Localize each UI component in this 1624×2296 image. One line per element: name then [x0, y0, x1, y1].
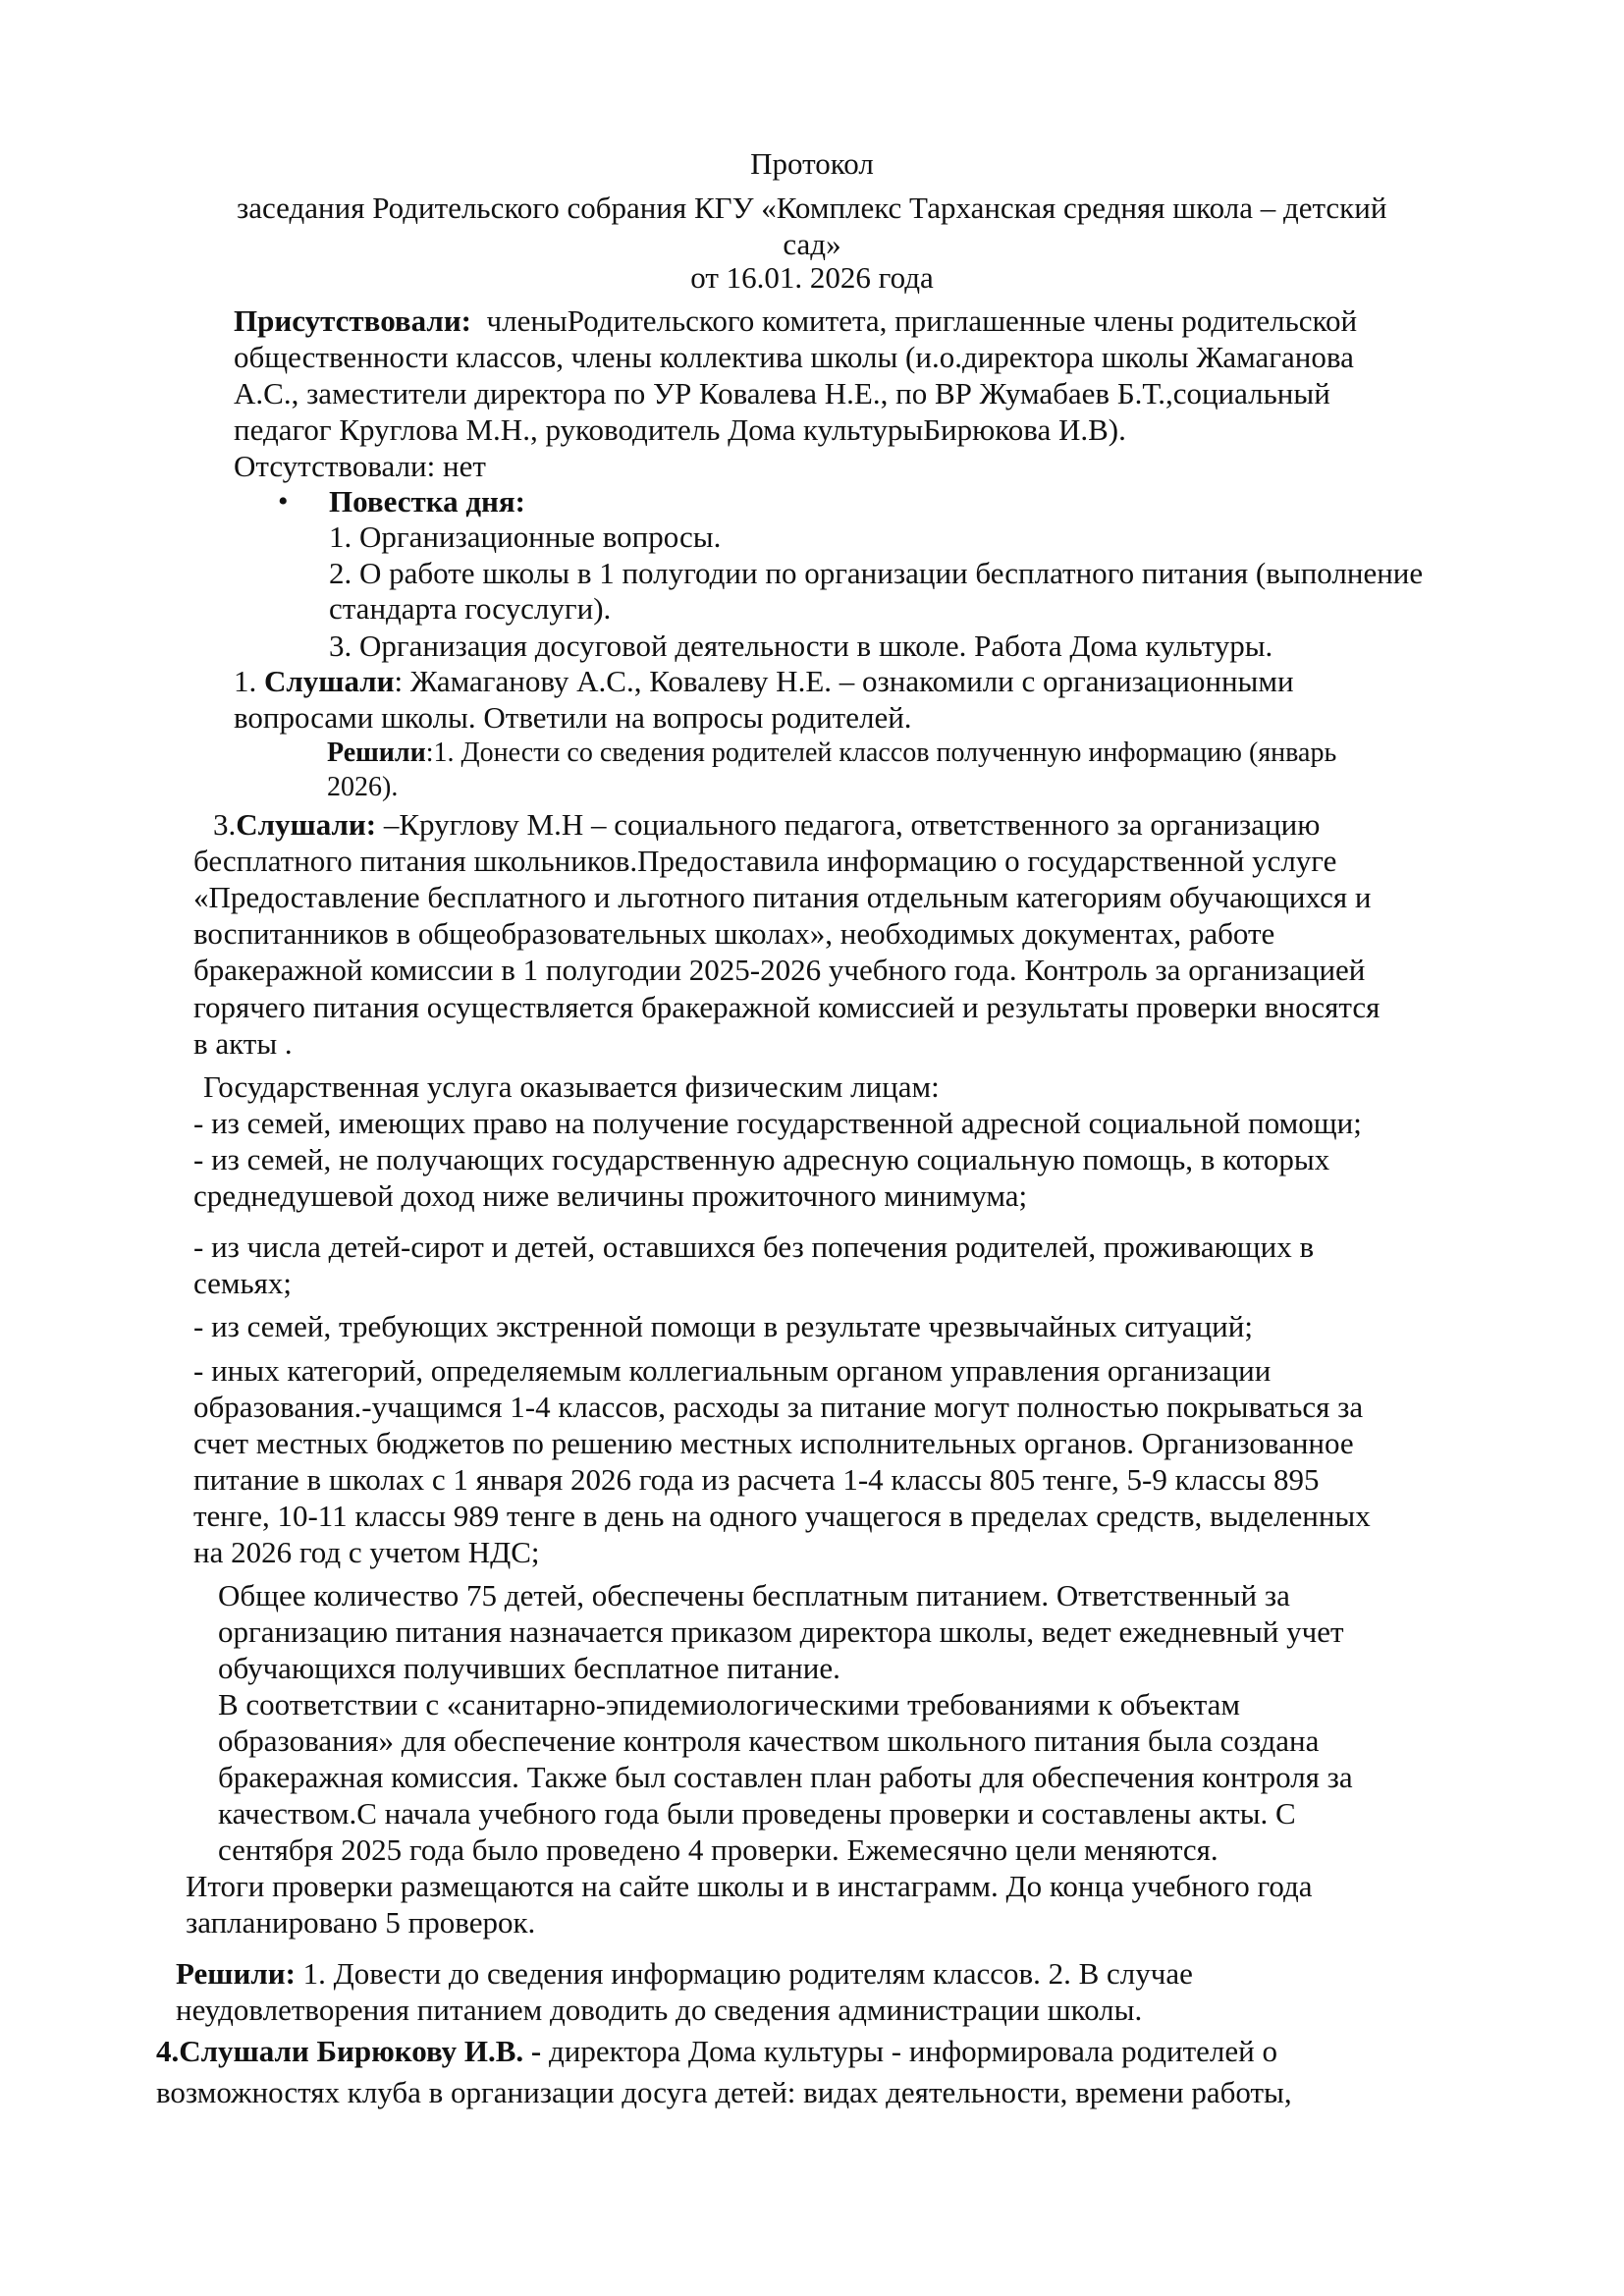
decision-1-line-2: 2026).	[327, 772, 399, 802]
decision-1-text: :1. Донести со сведения родителей классов полученную информацию (январь	[425, 738, 1337, 768]
sanitary-line-1: В соответствии с «санитарно-эпидемиологическими требованиями к объектам	[218, 1687, 1240, 1722]
total-line-3: обучающихся получивших бесплатное питание.	[218, 1651, 840, 1685]
total-line-1: Общее количество 75 детей, обеспечены бесплатным питанием. Ответственный за	[218, 1578, 1290, 1613]
section-4-line-2: возможностях клуба в организации досуга детей: видах деятельности, времени работы,	[156, 2075, 1292, 2109]
decision-3-line-1	[176, 1956, 1193, 1992]
section-1-line-2: вопросами школы. Ответили на вопросы родителей.	[234, 700, 912, 735]
present-label: Присутствовали:	[234, 303, 472, 338]
gov-service-line-5: - из числа детей-сирот и детей, оставшихся без попечения родителей, проживающих в	[193, 1230, 1315, 1264]
present-line-1	[234, 303, 1357, 339]
section-4-text: директора Дома культуры - информировала родителей о	[541, 2034, 1277, 2068]
gov-service-line-12: тенге, 10-11 классы 989 тенге в день на одного учащегося в пределах средств, выделенных	[193, 1499, 1371, 1533]
section-1-line-1	[234, 664, 1294, 699]
sanitary-line-2: образования» для обеспечение контроля качеством школьного питания была создана	[218, 1723, 1320, 1758]
present-line-2: общественности классов, члены коллектива школы (и.о.директора школы Жамаганова	[234, 340, 1354, 374]
section-3-line-1	[213, 807, 1320, 843]
agenda-title: Повестка дня:	[329, 484, 525, 519]
section-1-text: : Жамаганову А.С., Ковалеву Н.Е. – ознакомили с организационными	[394, 664, 1294, 698]
gov-service-line-6: семьях;	[193, 1266, 293, 1300]
decision-1-line-1	[327, 736, 1336, 771]
decision-3-label: Решили:	[176, 1956, 296, 1991]
decision-3-line-2: неудовлетворения питанием доводить до сведения администрации школы.	[176, 1993, 1143, 2027]
results-line-1: Итоги проверки размещаются на сайте школы и в инстаграмм. До конца учебного года	[186, 1869, 1313, 1903]
doc-subtitle-line-2: сад»	[783, 227, 841, 261]
section-3-number: 3.	[213, 807, 237, 842]
absent-line: Отсутствовали: нет	[234, 449, 486, 483]
section-3-line-4: воспитанников в общеобразовательных школах», необходимых документах, работе	[193, 916, 1275, 951]
section-4-line-1	[156, 2034, 1277, 2069]
agenda-bullet: •	[278, 485, 289, 518]
gov-service-line-3: - из семей, не получающих государственную адресную социальную помощь, в которых	[193, 1142, 1330, 1176]
gov-service-line-1: Государственная услуга оказывается физическим лицам:	[203, 1069, 940, 1104]
section-3-line-7: в акты .	[193, 1026, 293, 1061]
agenda-item-3: 3. Организация досуговой деятельности в школе. Работа Дома культуры.	[329, 629, 1273, 663]
gov-service-line-11: питание в школах с 1 января 2026 года из расчета 1-4 классы 805 тенге, 5-9 классы 895	[193, 1462, 1320, 1497]
section-3-line-5: бракеражной комиссии в 1 полугодии 2025-2026 учебного года. Контроль за организацией	[193, 953, 1366, 987]
agenda-item-1: 1. Организационные вопросы.	[329, 519, 722, 554]
gov-service-line-4: среднедушевой доход ниже величины прожиточного минимума;	[193, 1178, 1028, 1213]
gov-service-line-13: на 2026 год с учетом НДС;	[193, 1535, 540, 1569]
sanitary-line-4: качеством.С начала учебного года были проведены проверки и составлены акты. С	[218, 1796, 1296, 1831]
present-line-3: А.С., заместители директора по УР Ковалева Н.Е., по ВР Жумабаев Б.Т.,социальный	[234, 376, 1330, 410]
gov-service-line-10: счет местных бюджетов по решению местных исполнительных органов. Организованное	[193, 1426, 1354, 1460]
section-3-text: –Круглову М.Н – социального педагога, ответственного за организацию	[376, 807, 1321, 842]
gov-service-line-8: - иных категорий, определяемым коллегиальным органом управления организации	[193, 1353, 1272, 1388]
decision-3-text: 1. Довести до сведения информацию родителям классов. 2. В случае	[295, 1956, 1193, 1991]
doc-subtitle-line-1: заседания Родительского собрания КГУ «Комплекс Тарханская средняя школа – детский	[237, 191, 1387, 225]
section-3-line-2: бесплатного питания школьников.Предоставила информацию о государственной услуге	[193, 844, 1337, 878]
gov-service-line-2: - из семей, имеющих право на получение государственной адресной социальной помощи;	[193, 1106, 1362, 1140]
section-4-label: 4.Слушали Бирюкову И.В. -	[156, 2034, 542, 2068]
gov-service-line-9: образования.-учащимся 1-4 классов, расходы за питание могут полностью покрываться за	[193, 1390, 1364, 1424]
doc-date: от 16.01. 2026 года	[690, 260, 934, 295]
gov-service-line-7: - из семей, требующих экстренной помощи в результате чрезвычайных ситуаций;	[193, 1309, 1253, 1343]
section-3-label: Слушали:	[236, 807, 377, 842]
section-1-number: 1.	[234, 664, 257, 698]
section-3-line-3: «Предоставление бесплатного и льготного питания отдельным категориям обучающихся и	[193, 880, 1372, 914]
doc-title: Протокол	[750, 146, 874, 181]
decision-1-label: Решили	[327, 738, 426, 768]
total-line-2: организацию питания назначается приказом директора школы, ведет ежедневный учет	[218, 1614, 1344, 1649]
present-text: членыРодительского комитета, приглашенные члены родительской	[486, 303, 1358, 338]
sanitary-line-5: сентября 2025 года было проведено 4 проверки. Ежемесячно цели меняются.	[218, 1832, 1218, 1867]
agenda-item-2-line-1: 2. О работе школы в 1 полугодии по организации бесплатного питания (выполнение	[329, 556, 1424, 590]
section-3-line-6: горячего питания осуществляется бракеражной комиссией и результаты проверки вносятся	[193, 990, 1380, 1024]
present-line-4: педагог Круглова М.Н., руководитель Дома культурыБирюкова И.В).	[234, 412, 1126, 447]
results-line-2: запланировано 5 проверок.	[186, 1905, 536, 1940]
agenda-item-2-line-2: стандарта госуслуги).	[329, 591, 612, 626]
section-1-label: Слушали	[264, 664, 395, 698]
sanitary-line-3: бракеражная комиссия. Также был составлен план работы для обеспечения контроля за	[218, 1760, 1353, 1794]
